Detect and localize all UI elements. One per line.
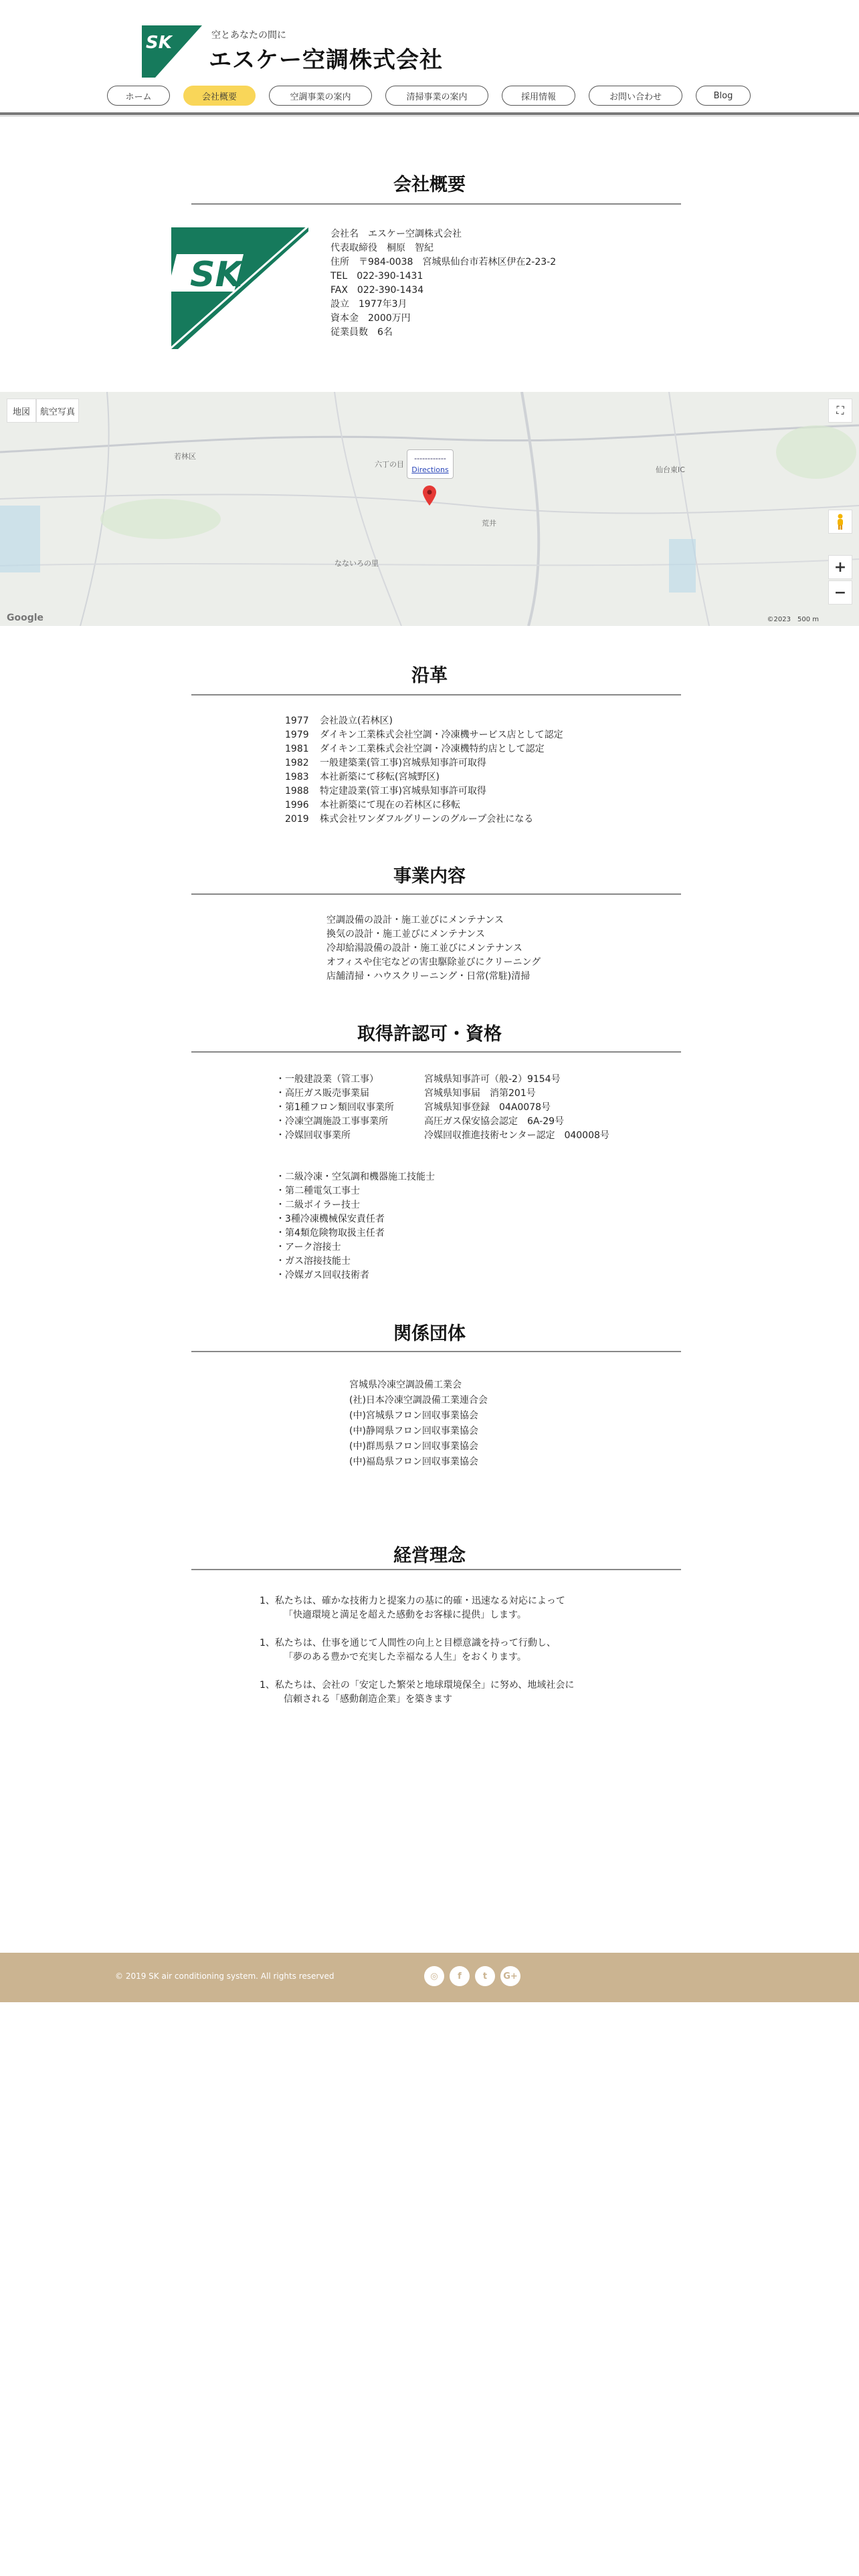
map-label-arai: 荒井 xyxy=(482,519,496,528)
business-list xyxy=(326,914,541,984)
social-links xyxy=(424,1966,520,1986)
twitter-icon[interactable]: t xyxy=(475,1966,495,1986)
overview-founded: 設立 1977年3月 xyxy=(330,299,407,310)
google-plus-icon[interactable]: G+ xyxy=(500,1966,520,1986)
qualification-item: ・二級冷凍・空気調和機器施工技能士 xyxy=(276,1172,435,1182)
business-rule xyxy=(191,893,681,895)
overview-ceo: 代表取締役 桐原 智紀 xyxy=(330,243,434,253)
map-info-popup[interactable] xyxy=(407,449,454,479)
map-label-sendai-east: 仙台東IC xyxy=(656,465,685,474)
organization-item: (社)日本冷凍空調設備工業連合会 xyxy=(349,1395,488,1406)
license-item: ・第1種フロン類回収事業所 宮城県知事登録 04A0078号 xyxy=(276,1102,551,1113)
history-title: 沿革 xyxy=(411,665,448,686)
sk-large-logo-icon xyxy=(171,227,308,349)
map-label-wakabayashi: 若林区 xyxy=(174,452,196,461)
site-footer xyxy=(0,1953,859,2002)
zoom-in-button[interactable]: + xyxy=(828,555,852,579)
qualification-item: ・第二種電気工事士 xyxy=(276,1186,360,1196)
popup-title: ------------ xyxy=(414,454,446,463)
business-item: オフィスや住宅などの害虫駆除並びにクリーニング xyxy=(326,957,541,968)
popup-directions-link[interactable]: Directions xyxy=(411,465,449,474)
business-item: 冷却給湯設備の設計・施工並びにメンテナンス xyxy=(326,943,522,954)
street-view-pegman-icon[interactable] xyxy=(828,510,852,534)
fullscreen-icon[interactable]: ⛶ xyxy=(828,399,852,423)
qualification-item: ・冷媒ガス回収技術者 xyxy=(276,1270,369,1281)
history-rule xyxy=(191,694,681,695)
nav-contact[interactable]: お問い合わせ xyxy=(589,86,682,106)
site-header xyxy=(0,0,859,115)
map-roads xyxy=(0,392,859,626)
history-item: 1988 特定建設業(管工事)宮城県知事許可取得 xyxy=(285,786,486,796)
qualification-item: ・第4類危険物取扱主任者 xyxy=(276,1228,385,1239)
organization-item: (中)福島県フロン回収事業協会 xyxy=(349,1457,478,1467)
license-item: ・高圧ガス販売事業届 宮城県知事届 消第201号 xyxy=(276,1088,536,1099)
licenses-rule xyxy=(191,1051,681,1053)
philosophy-item: 1、私たちは、会社の「安定した繁栄と地球環境保全」に努め、地域社会に 信頼される「感動創造企業」を築きます xyxy=(260,1680,575,1705)
organization-item: (中)静岡県フロン回収事業協会 xyxy=(349,1426,478,1436)
pegman-icon xyxy=(835,514,846,530)
overview-address: 住所 〒984-0038 宮城県仙台市若林区伊在2-23-2 xyxy=(330,257,557,267)
logo-text: SK xyxy=(146,33,172,53)
history-item: 2019 株式会社ワンダフルグリーンのグループ会社になる xyxy=(285,814,534,825)
overview-info xyxy=(330,227,556,340)
history-item: 1982 一般建築業(管工事)宮城県知事許可取得 xyxy=(285,758,486,768)
history-item: 1977 会社設立(若林区) xyxy=(285,716,393,726)
nav-home[interactable]: ホーム xyxy=(107,86,170,106)
site-logo[interactable] xyxy=(142,25,496,79)
organization-item: 宮城県冷凍空調設備工業会 xyxy=(349,1380,462,1390)
overview-tel: TEL 022-390-1431 xyxy=(330,271,423,282)
nav-recruit[interactable]: 採用情報 xyxy=(502,86,575,106)
nav-blog[interactable]: Blog xyxy=(696,86,751,106)
qualification-item: ・3種冷凍機械保安責任者 xyxy=(276,1214,385,1224)
qualification-item: ・アーク溶接士 xyxy=(276,1242,341,1253)
organizations-title: 関係団体 xyxy=(393,1323,466,1344)
google-map[interactable] xyxy=(0,392,859,626)
history-item: 1996 本社新築にて現在の若林区に移転 xyxy=(285,800,460,811)
map-attribution: ©2023 500 m xyxy=(767,616,819,623)
license-item: ・冷媒回収事業所 冷媒回収推進技術センター認定 040008号 xyxy=(276,1130,609,1141)
overview-employees: 従業員数 6名 xyxy=(330,327,393,338)
history-item: 1983 本社新築にて移転(宮城野区) xyxy=(285,772,440,782)
map-pin-icon[interactable] xyxy=(423,486,436,506)
history-list xyxy=(285,714,563,827)
google-logo: Google xyxy=(7,613,44,623)
license-list xyxy=(276,1073,609,1143)
nav-about[interactable]: 会社概要 xyxy=(183,86,256,106)
philosophy-title: 経営理念 xyxy=(393,1545,466,1566)
overview-capital: 資本金 2000万円 xyxy=(330,313,411,324)
organization-list xyxy=(349,1378,488,1470)
map-label-nanairo: なないろの里 xyxy=(335,559,379,568)
overview-company: 会社名 エスケー空調株式会社 xyxy=(330,229,462,239)
license-item: ・一般建設業（管工事） 宮城県知事許可（般-2）9154号 xyxy=(276,1074,561,1085)
sk-large-logo-text: SK xyxy=(190,255,242,295)
organization-item: (中)群馬県フロン回収事業協会 xyxy=(349,1441,478,1452)
philosophy-item: 1、私たちは、仕事を通じて人間性の向上と目標意識を持って行動し、 「夢のある豊かで充実した幸福なる人生」をおくります。 xyxy=(260,1638,556,1662)
overview-rule xyxy=(191,203,681,205)
organizations-rule xyxy=(191,1351,681,1352)
overview-fax: FAX 022-390-1434 xyxy=(330,285,424,296)
copyright-text: © 2019 SK air conditioning system. All rights reserved xyxy=(115,1971,335,1981)
philosophy-item: 1、私たちは、確かな技術力と提案力の基に的確・迅速なる対応によって 「快適環境と満足を超えた感動をお客様に提供」します。 xyxy=(260,1596,565,1620)
overview-title: 会社概要 xyxy=(393,175,466,195)
history-item: 1981 ダイキン工業株式会社空調・冷凍機特約店として認定 xyxy=(285,744,545,754)
organization-item: (中)宮城県フロン回収事業協会 xyxy=(349,1410,478,1421)
qualification-list xyxy=(276,1170,435,1283)
sk-logo-icon xyxy=(142,25,202,78)
qualification-item: ・ガス溶接技能士 xyxy=(276,1256,351,1267)
map-type-satellite[interactable]: 航空写真 xyxy=(36,399,79,423)
header-divider xyxy=(0,112,859,115)
nav-aircon[interactable]: 空調事業の案内 xyxy=(269,86,372,106)
tagline: 空とあなたの間に xyxy=(211,30,286,41)
philosophy-list xyxy=(260,1594,574,1721)
history-item: 1979 ダイキン工業株式会社空調・冷凍機サービス店として認定 xyxy=(285,730,563,740)
business-title: 事業内容 xyxy=(393,866,466,887)
zoom-out-button[interactable]: − xyxy=(828,580,852,605)
company-name: エスケー空調株式会社 xyxy=(209,47,443,74)
business-item: 店舗清掃・ハウスクリーニング・日常(常駐)清掃 xyxy=(326,971,531,982)
business-item: 空調設備の設計・施工並びにメンテナンス xyxy=(326,915,504,926)
license-item: ・冷凍空調施設工事事業所 高圧ガス保安協会認定 6A-29号 xyxy=(276,1116,565,1127)
instagram-icon[interactable]: ◎ xyxy=(424,1966,444,1986)
map-label-rokuchonome: 六丁の目 xyxy=(375,460,404,469)
nav-cleaning[interactable]: 清掃事業の案内 xyxy=(385,86,488,106)
map-type-map[interactable]: 地図 xyxy=(7,399,36,423)
philosophy-rule xyxy=(191,1569,681,1570)
qualification-item: ・二級ボイラー技士 xyxy=(276,1200,360,1210)
business-item: 換気の設計・施工並びにメンテナンス xyxy=(326,929,485,940)
main-nav xyxy=(107,86,751,106)
licenses-title: 取得許認可・資格 xyxy=(357,1024,502,1045)
facebook-icon[interactable]: f xyxy=(450,1966,470,1986)
